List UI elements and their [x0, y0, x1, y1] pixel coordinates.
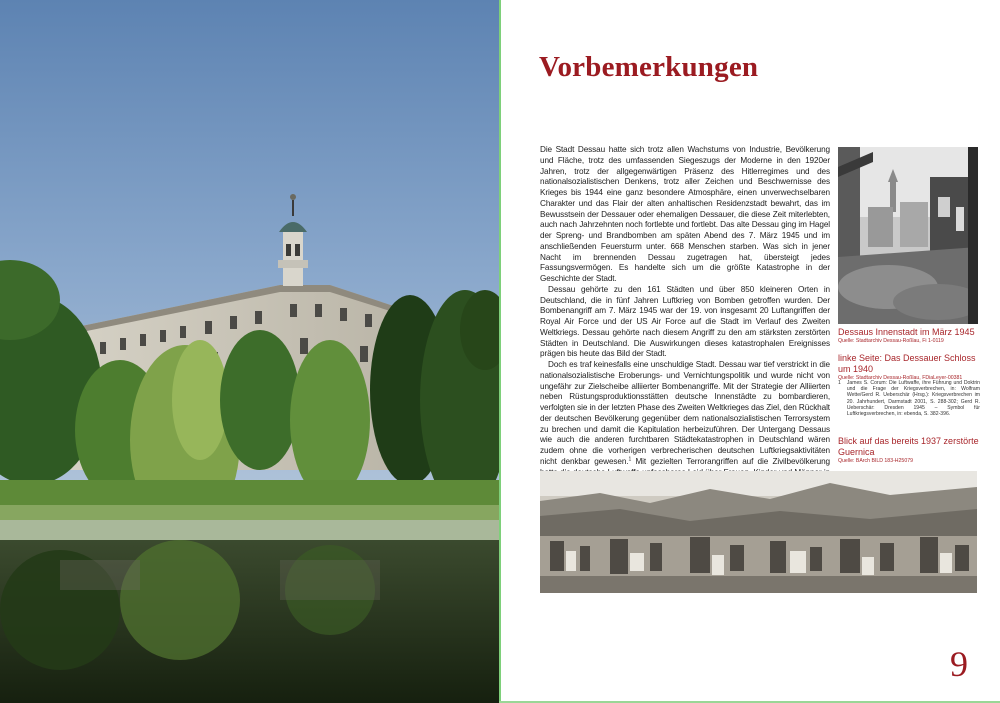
footnote: [838, 380, 980, 417]
paragraph-3-cont: Mit gezielten Terrorangriffen auf die Zivilbevölkerung: [635, 456, 831, 466]
guernica-photograph: [540, 471, 977, 593]
footnote-text: James S. Corum: Die Luftwaffe, ihre Führung und Doktrin und die Frage der Kriegsverbrechen, in: Wolfram Wette/Gerd R. Ueberschär (Hrsg.): Kriegsverbrechen im 20. Jahrhundert, Darmstadt 2001, S. 288-302; Gerd R. Ueberschär: Dresden 1945 – Symbol für Luftkriegsverbrechen, in: ebenda, S. 382-396.: [846, 380, 980, 418]
paragraph-3-text: Doch es traf keinesfalls eine unschuldige Stadt. Dessau war tief verstrickt in die nationalsozialistische Eroberungs- und Vernichtungspolitik und wurde nicht von ungefähr zur Zielscheibe alliierter Bombenangriffe. Mit der Strategie der Alliierten neben Rüstungsproduktionsstätten deutsche Innenstädte zu bombardieren, verfolgten sie in der letzten Phase des Zweiten Weltkrieges das Ziel, den Rückhalt der deutschen Bevölkerung gegenüber dem nationalsozialistischen Terrorsystem zu brechen und damit die Kapitulation herbeizuführen. Der Untergang Dessaus wie auch die anderen furchtbaren Städtekatastrophen in Deutschland wären zudem ohne die vorherigen verbrecherischen deutschen Luftkriegsaktivitäten nicht denkbar gewesen.: [540, 360, 830, 466]
castle-photograph: [0, 0, 499, 703]
ruins-caption-title: Dessaus Innenstadt im März 1945: [838, 327, 975, 337]
ruins-caption: [838, 327, 983, 345]
right-page: [501, 0, 1000, 703]
chapter-title: Vorbemerkungen: [539, 51, 759, 83]
ruins-caption-source: Quelle: Stadtarchiv Dessau-Roßlau, Fi 1-0119: [838, 338, 944, 344]
castle-caption-source: Quelle: Stadtarchiv Dessau-Roßlau, FDiaLeyer-00381: [838, 375, 963, 381]
guernica-caption-title: Blick auf das bereits 1937 zerstörte Guernica: [838, 436, 979, 457]
guernica-caption-source: Quelle: BArch BILD 183-H25079: [838, 458, 913, 464]
page-number: 9: [950, 644, 968, 684]
footnote-number: 1: [838, 380, 841, 386]
ruins-photograph: [838, 147, 978, 324]
paragraph-1: Die Stadt Dessau hatte sich trotz allen Wachstums von Industrie, Bevölkerung und Fläche, trotz des umfassenden Siegeszugs der Moderne in den 1920er Jahren, trotz der allgegenwärtigen Präsenz des Hitlerregimes und des nationalsozialistischen Denkens, trotz aller Zeichen und Beschwernisse des Krieges bis 1944 eine ganz besondere Atmosphäre, einen unverwechselbaren Charakter und das Flair der alten anhaltischen Residenzstadt bewahrt, das im Bewusstsein der Dessauer oder ehemaligen Dessauer, die diese Zeit miterlebten, auch nach Jahrzehnten noch fortlebte und fortlebt. Das alte Dessau ging im Hagel der Spreng- und Brandbomben am späten Abend des 7. März 1945 und im anschließenden Feuersturm unter. 668 Menschen starben. Was sich in jener Nacht im brennenden Dessau zugetragen hat, übersteigt jedes Fassungsvermögen. Es handelte sich um die größte Katastrophe in der Geschichte der Stadt.: [540, 145, 830, 283]
footnote-reference: 1: [628, 456, 632, 463]
guernica-caption: [838, 436, 983, 465]
castle-caption: [838, 353, 983, 382]
paragraph-2: Dessau gehörte zu den 161 Städten und über 850 kleineren Orten in Deutschland, die in fünf Jahren Luftkrieg von Bomben getroffen wurden. Der Bombenangriff am 7. März 1945 war der 19. von insgesamt 20 Luftangriffen der Royal Air Force und der US Air Force auf die Stadt im Verlauf des Zweiten Weltkriegs. Dessau gehörte nach diesem Angriff zu den am stärksten zerstörten Städten in Deutschland. Die Auswirkungen dieses katastrophalen Ereignisses prägen bis heute das Bild der Stadt.: [540, 284, 830, 359]
body-text: [540, 145, 830, 511]
castle-caption-title: linke Seite: Das Dessauer Schloss um 1940: [838, 353, 976, 374]
